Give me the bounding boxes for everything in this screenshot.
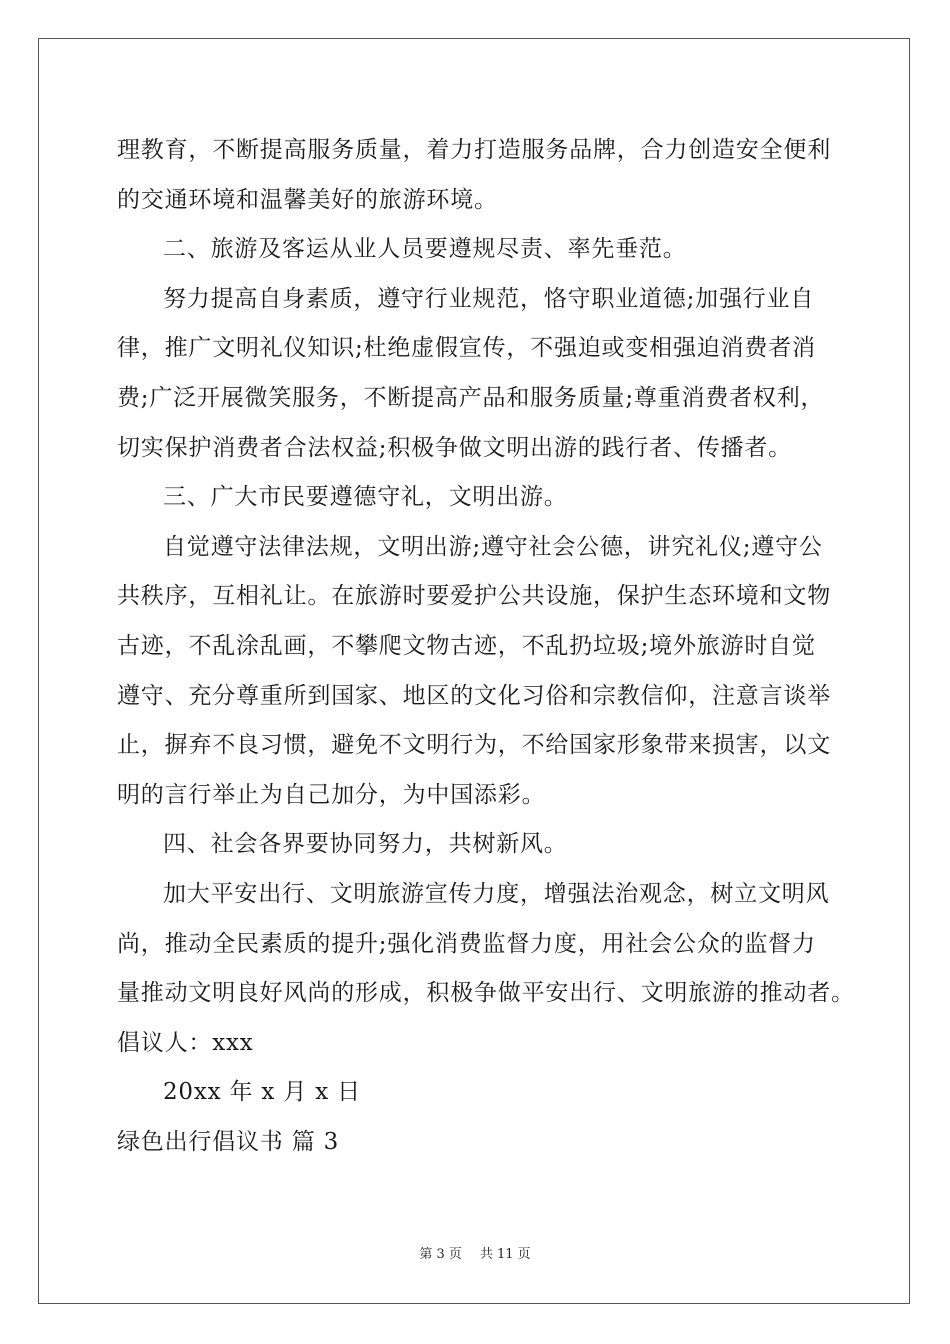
page-total: 共 11 页 xyxy=(479,1247,531,1262)
document-body xyxy=(117,126,855,1167)
signatory-line: 倡议人：xxx xyxy=(117,1029,254,1056)
text-line: 遵守、充分尊重所到国家、地区的文化习俗和宗教信仰，注意言谈举 xyxy=(117,682,831,709)
next-title-line: 绿色出行倡议书 篇 3 xyxy=(117,1128,340,1155)
text-line: 律，推广文明礼仪知识;杜绝虚假宣传，不强迫或变相强迫消费者消 xyxy=(117,335,816,362)
text-line: 共秩序，互相礼让。在旅游时要爱护公共设施，保护生态环境和文物 xyxy=(117,583,831,610)
paragraph-start: 自觉遵守法律法规，文明出游;遵守社会公德，讲究礼仪;遵守公 xyxy=(163,533,823,560)
text-line: 量推动文明良好风尚的形成，积极争做平安出行、文明旅游的推动者。 xyxy=(117,980,855,1007)
text-line: 的交通环境和温馨美好的旅游环境。 xyxy=(117,186,498,213)
text-line: 止，摒弃不良习惯，避免不文明行为，不给国家形象带来损害，以文 xyxy=(117,732,831,759)
paragraph-start: 努力提高自身素质，遵守行业规范，恪守职业道德;加强行业自 xyxy=(163,285,815,312)
text-line: 理教育，不断提高服务质量，着力打造服务品牌，合力创造安全便利 xyxy=(117,137,831,163)
text-line: 费;广泛开展微笑服务，不断提高产品和服务质量;尊重消费者权利， xyxy=(117,384,825,411)
date-line: 20xx 年 x 月 x 日 xyxy=(163,1079,361,1106)
page-number: 第 3 页 xyxy=(419,1247,462,1262)
page-footer xyxy=(0,1245,950,1265)
text-line: 明的言行举止为自己加分，为中国添彩。 xyxy=(117,781,546,808)
paragraph-start: 加大平安出行、文明旅游宣传力度，增强法治观念，树立文明风 xyxy=(163,880,830,907)
section-heading: 二、旅游及客运从业人员要遵规尽责、率先垂范。 xyxy=(163,236,687,263)
text-line: 尚，推动全民素质的提升;强化消费监督力度，用社会公众的监督力 xyxy=(117,930,816,957)
section-heading: 四、社会各界要协同努力，共树新风。 xyxy=(163,831,568,858)
text-line: 古迹，不乱涂乱画，不攀爬文物古迹，不乱扔垃圾;境外旅游时自觉 xyxy=(117,632,816,659)
text-line: 切实保护消费者合法权益;积极争做文明出游的践行者、传播者。 xyxy=(117,434,792,461)
section-heading: 三、广大市民要遵德守礼，文明出游。 xyxy=(163,484,568,511)
